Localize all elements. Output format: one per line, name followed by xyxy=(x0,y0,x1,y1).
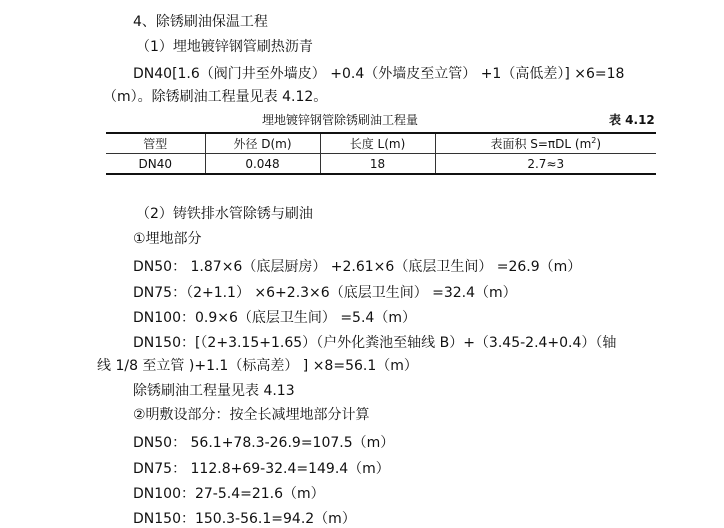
table-number: 表 4.12 xyxy=(609,113,655,127)
cell-outer-diameter: 0.048 xyxy=(205,154,320,175)
buried-part-heading: ①埋地部分 xyxy=(133,231,202,247)
cell-pipe-type: DN40 xyxy=(106,154,205,175)
dn40-calculation: DN40[1.6（阀门井至外墙皮） +0.4（外墙皮至立管） +1（高低差）] ×6=18 xyxy=(133,66,625,82)
dn150-exposed: DN150：150.3-56.1=94.2（m） xyxy=(133,511,356,527)
subsection-title-cast-iron: （2）铸铁排水管除锈与刷油 xyxy=(136,206,313,222)
dn40-calculation-cont: （m）。除锈刷油工程量见表 4.12。 xyxy=(103,89,328,105)
dn100-buried: DN100：0.9×6（底层卫生间） =5.4（m） xyxy=(133,310,416,326)
exposed-part-heading: ②明敷设部分：按全长减埋地部分计算 xyxy=(133,407,370,423)
dn75-buried: DN75：（2+1.1） ×6+2.3×6（底层卫生间） =32.4（m） xyxy=(133,285,517,301)
dn150-buried: DN150：[（2+3.15+1.65）（户外化粪池至轴线 B）+（3.45-2.4+0.4）（轴 xyxy=(133,335,617,351)
header-surface-area-close: ) xyxy=(596,137,602,151)
dn50-buried: DN50： 1.87×6（底层厨房） +2.61×6（底层卫生间） =26.9（m） xyxy=(133,259,582,275)
dn50-exposed: DN50： 56.1+78.3-26.9=107.5（m） xyxy=(133,435,395,451)
header-surface-area-text: 表面积 S=πDL (m xyxy=(490,137,592,151)
header-length: 长度 L(m) xyxy=(320,133,435,154)
subsection-title-galvanized: （1）埋地镀锌钢管刷热沥青 xyxy=(136,39,313,55)
header-surface-area-sup: 2 xyxy=(591,136,597,145)
dn75-exposed: DN75： 112.8+69-32.4=149.4（m） xyxy=(133,461,390,477)
dn100-exposed: DN100：27-5.4=21.6（m） xyxy=(133,486,325,502)
section-title: 4、除锈刷油保温工程 xyxy=(133,14,268,30)
table-header-row xyxy=(106,133,656,154)
table-caption: 埋地镀锌钢管除锈刷油工程量 xyxy=(262,113,419,127)
dn150-buried-cont: 线 1/8 至立管 )+1.1（标高差） ] ×8=56.1（m） xyxy=(97,358,418,374)
header-pipe-type: 管型 xyxy=(106,133,205,154)
data-table xyxy=(106,132,656,175)
header-outer-diameter: 外径 D(m) xyxy=(205,133,320,154)
table-4-13-reference: 除锈刷油工程量见表 4.13 xyxy=(133,383,295,399)
table-row xyxy=(106,154,656,175)
cell-length: 18 xyxy=(320,154,435,175)
cell-surface-area: 2.7≈3 xyxy=(435,154,656,175)
header-surface-area xyxy=(435,133,656,154)
